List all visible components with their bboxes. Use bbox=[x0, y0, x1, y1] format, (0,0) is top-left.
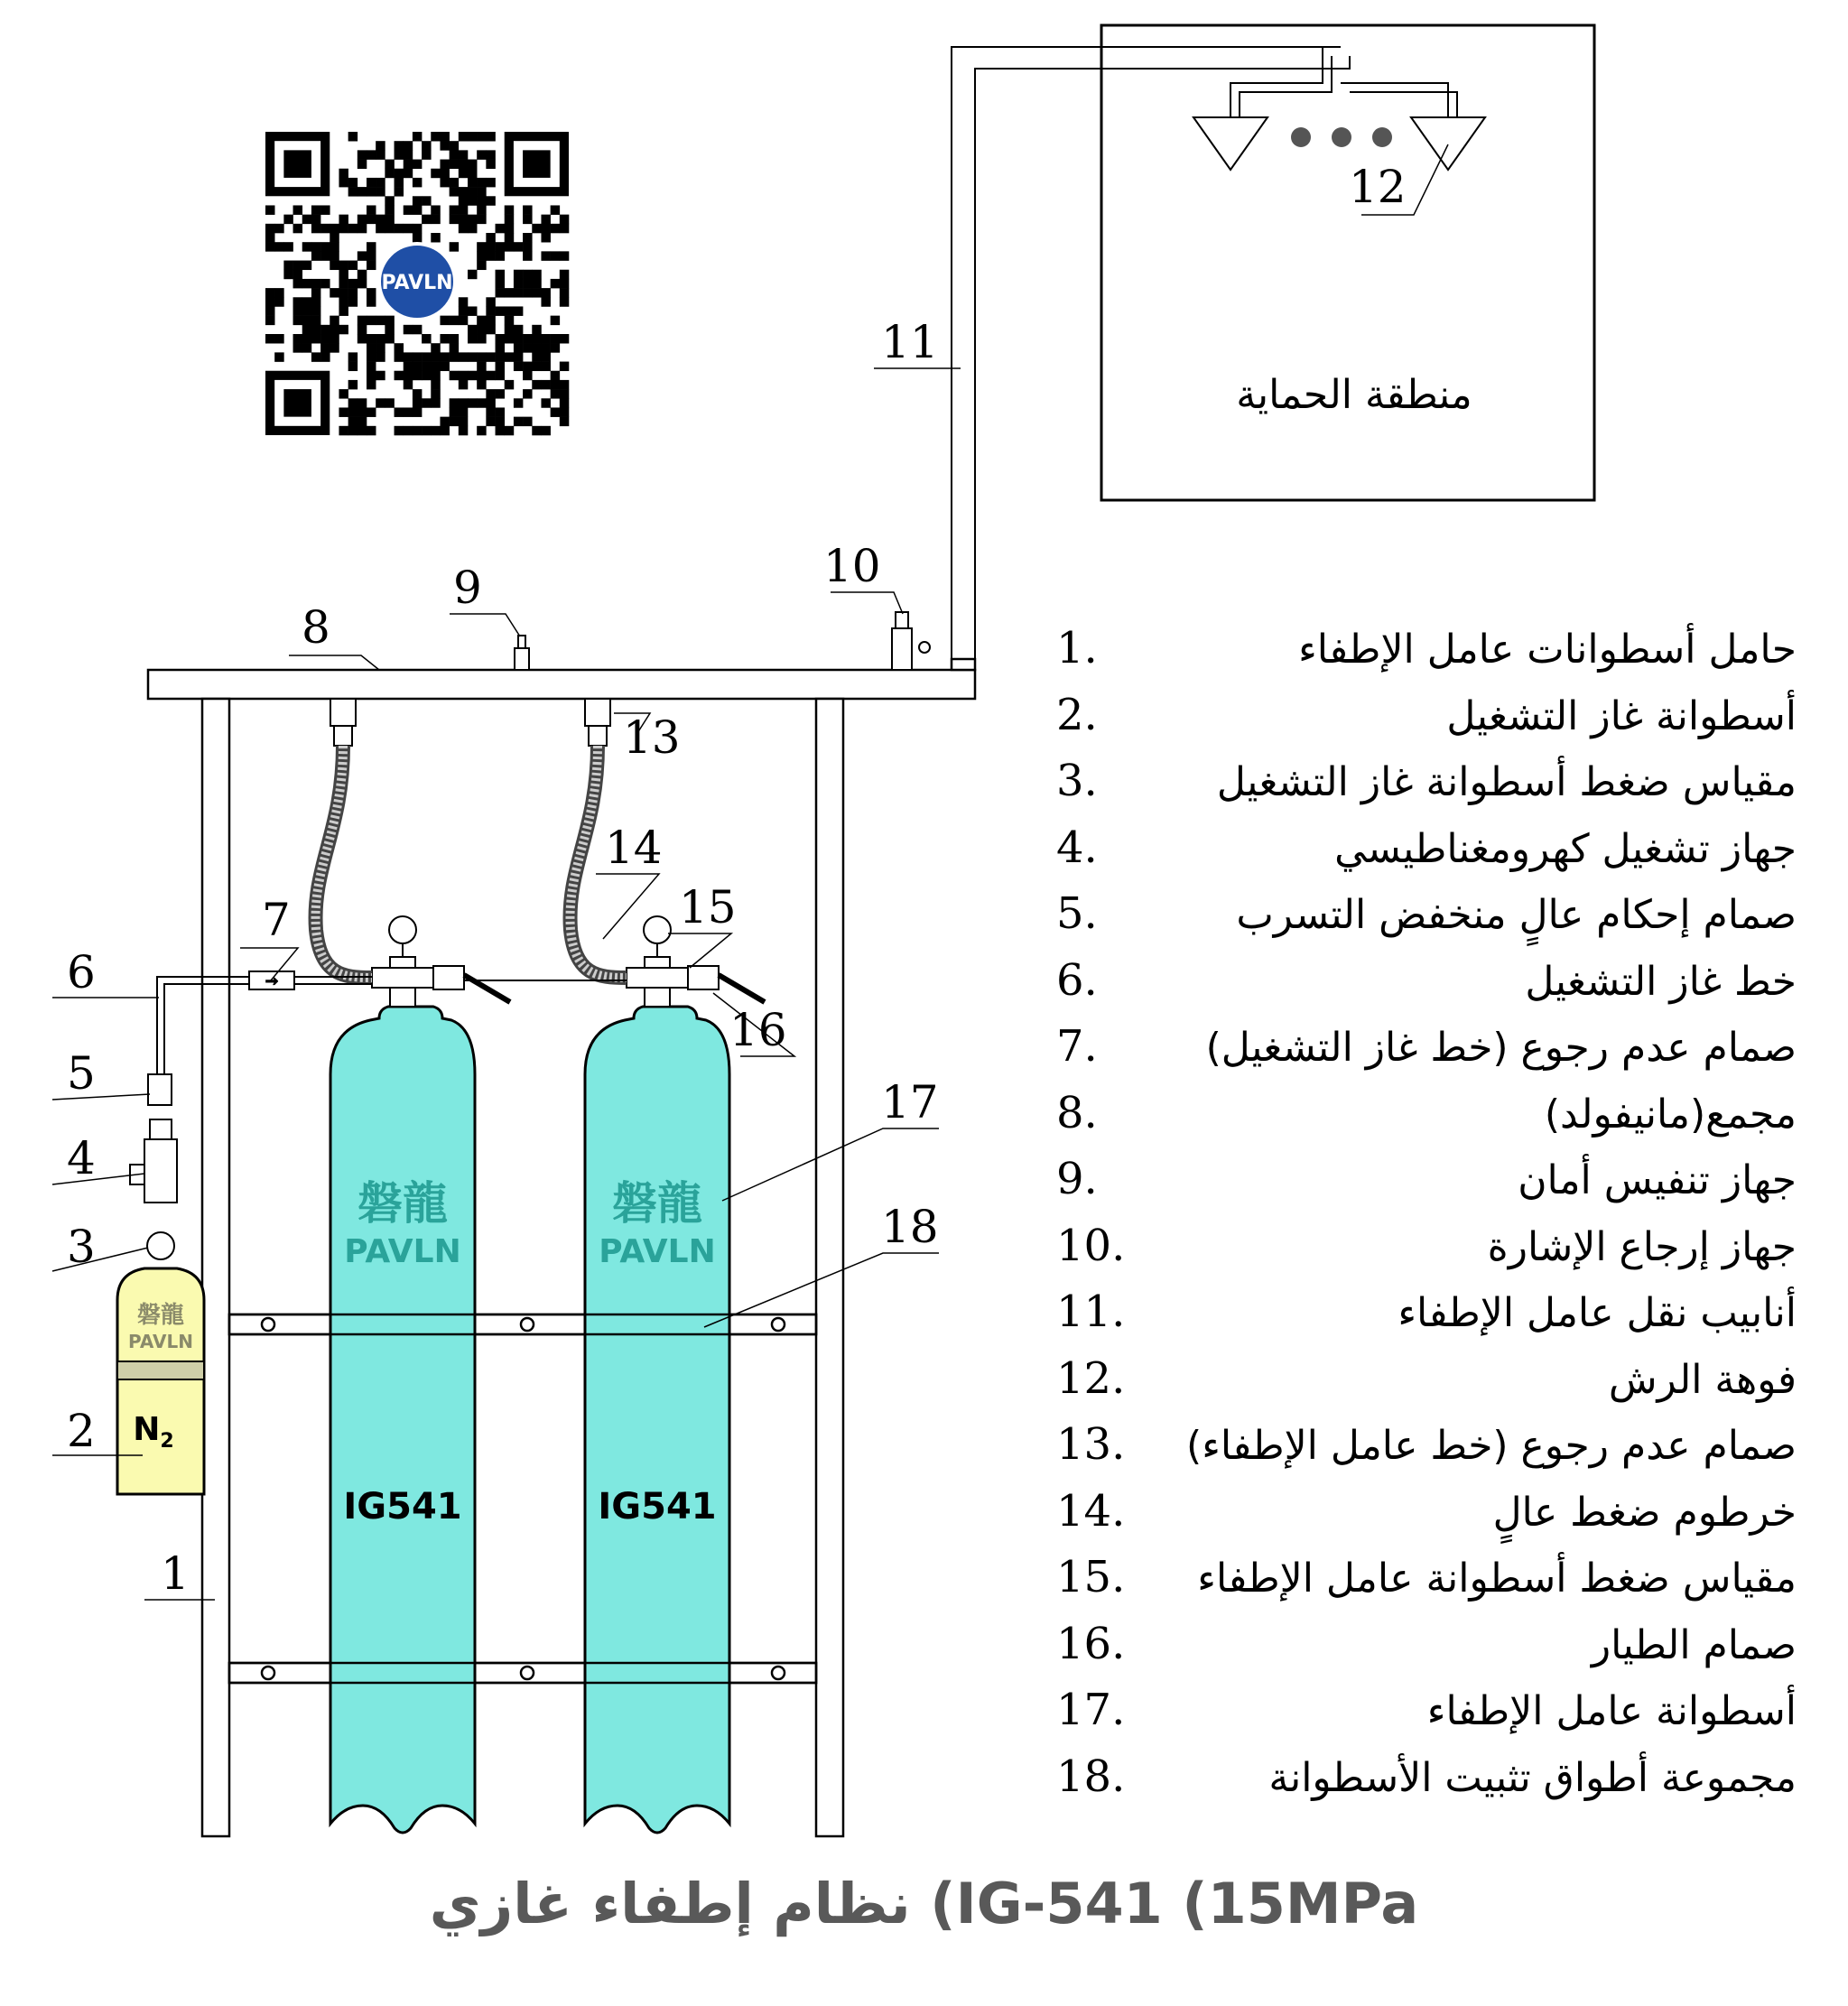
protection-zone-label: منطقة الحماية bbox=[1236, 372, 1472, 418]
callout-5: 5 bbox=[67, 1047, 96, 1100]
callout-6: 6 bbox=[67, 946, 96, 998]
signal-return-device bbox=[892, 612, 930, 670]
legend-text: فوهة الرش bbox=[1608, 1356, 1797, 1403]
agent-label-left: IG541 bbox=[343, 1486, 462, 1528]
agent-label-right: IG541 bbox=[598, 1486, 717, 1528]
callout-1: 1 bbox=[161, 1547, 190, 1600]
protection-zone-box bbox=[1101, 25, 1594, 500]
legend-text: صمام الطيار bbox=[1591, 1621, 1797, 1668]
legend-item bbox=[1056, 888, 1797, 955]
legend-number: 10. bbox=[1056, 1220, 1126, 1271]
legend-text: خط غاز التشغيل bbox=[1525, 958, 1797, 1005]
brand-chinese-right: 磐龍 bbox=[612, 1177, 702, 1230]
callout-4: 4 bbox=[67, 1132, 96, 1184]
legend-text: صمام عدم رجوع (خط غاز التشغيل) bbox=[1205, 1025, 1797, 1071]
legend-item bbox=[1056, 1353, 1797, 1420]
electromagnetic-actuator bbox=[144, 1139, 177, 1203]
legend-item bbox=[1056, 690, 1797, 757]
legend-text: جهاز تشغيل كهرومغناطيسي bbox=[1334, 825, 1797, 872]
legend-number: 4. bbox=[1056, 822, 1098, 873]
legend-number: 2. bbox=[1056, 689, 1098, 740]
legend bbox=[1056, 623, 1797, 1817]
legend-text: مجمع(مانيفولد) bbox=[1544, 1091, 1797, 1138]
legend-item bbox=[1056, 1154, 1797, 1221]
legend-item bbox=[1056, 623, 1797, 690]
brand-chinese-left: 磐龍 bbox=[358, 1177, 448, 1230]
actuation-check-valve bbox=[249, 971, 294, 989]
diagram-title: نظام إطفاء غازي (IG-541 (15MPa bbox=[429, 1871, 1419, 1936]
callout-15: 15 bbox=[679, 881, 737, 933]
legend-number: 13. bbox=[1056, 1419, 1126, 1470]
check-valve-left bbox=[330, 699, 356, 746]
callout-11: 11 bbox=[881, 316, 939, 368]
qr-logo-text: PAVLN bbox=[381, 272, 453, 294]
legend-number: 14. bbox=[1056, 1485, 1126, 1537]
legend-number: 16. bbox=[1056, 1618, 1126, 1669]
callout-13: 13 bbox=[623, 711, 681, 764]
legend-item bbox=[1056, 1685, 1797, 1751]
legend-item bbox=[1056, 1751, 1797, 1818]
legend-number: 3. bbox=[1056, 756, 1098, 806]
legend-item bbox=[1056, 1021, 1797, 1088]
callout-10: 10 bbox=[823, 540, 881, 592]
agent-cylinder-right bbox=[585, 1007, 729, 1833]
safety-vent bbox=[515, 636, 529, 670]
legend-text: مقياس ضغط أسطوانة غاز التشغيل bbox=[1216, 759, 1797, 805]
n2-label: $N_2$ bbox=[133, 1411, 174, 1453]
nozzles bbox=[1193, 47, 1485, 170]
n2-pressure-gauge bbox=[147, 1232, 174, 1259]
legend-item bbox=[1056, 1486, 1797, 1553]
legend-item bbox=[1056, 1419, 1797, 1486]
legend-text: مجموعة أطواق تثبيت الأسطوانة bbox=[1268, 1754, 1797, 1801]
nozzle-right bbox=[1411, 117, 1485, 170]
legend-number: 1. bbox=[1056, 623, 1098, 673]
manifold bbox=[148, 659, 975, 699]
callout-9: 9 bbox=[453, 562, 482, 614]
n2-brand-chinese: 磐龍 bbox=[136, 1302, 185, 1329]
legend-number: 6. bbox=[1056, 954, 1098, 1006]
callout-17: 17 bbox=[881, 1076, 939, 1128]
legend-item bbox=[1056, 1619, 1797, 1686]
legend-item bbox=[1056, 955, 1797, 1022]
legend-number: 18. bbox=[1056, 1751, 1126, 1802]
pressure-gauge-left bbox=[389, 916, 416, 943]
legend-number: 7. bbox=[1056, 1021, 1098, 1072]
callout-8: 8 bbox=[302, 601, 330, 654]
callout-7: 7 bbox=[262, 894, 291, 946]
legend-number: 17. bbox=[1056, 1685, 1126, 1735]
legend-number: 15. bbox=[1056, 1552, 1126, 1602]
n2-brand-latin: PAVLN bbox=[128, 1331, 193, 1352]
legend-text: صمام عدم رجوع (خط عامل الإطفاء) bbox=[1186, 1423, 1797, 1469]
legend-item bbox=[1056, 1552, 1797, 1619]
n2-cylinder-assembly bbox=[117, 1074, 204, 1494]
legend-number: 11. bbox=[1056, 1286, 1126, 1337]
cylinder-valve-left bbox=[372, 916, 510, 1007]
legend-text: أسطوانة عامل الإطفاء bbox=[1426, 1688, 1797, 1734]
brand-latin-right: PAVLN bbox=[599, 1233, 716, 1270]
legend-text: صمام إحكام عالٍ منخفض التسرب bbox=[1236, 892, 1797, 938]
callout-16: 16 bbox=[729, 1004, 787, 1056]
legend-number: 12. bbox=[1056, 1352, 1126, 1404]
legend-text: جهاز إرجاع الإشارة bbox=[1487, 1223, 1797, 1270]
legend-text: جهاز تنفيس أمان bbox=[1518, 1157, 1797, 1203]
legend-item bbox=[1056, 1286, 1797, 1353]
legend-item bbox=[1056, 822, 1797, 889]
brand-latin-left: PAVLN bbox=[344, 1233, 461, 1270]
qr-logo bbox=[379, 244, 455, 320]
check-valve-right bbox=[585, 699, 610, 746]
legend-text: خرطوم ضغط عالٍ bbox=[1492, 1489, 1797, 1536]
legend-number: 5. bbox=[1056, 888, 1098, 939]
legend-text: حامل أسطوانات عامل الإطفاء bbox=[1298, 627, 1797, 673]
callout-18: 18 bbox=[881, 1201, 939, 1253]
legend-item bbox=[1056, 1088, 1797, 1155]
legend-item bbox=[1056, 756, 1797, 822]
nozzle-dots bbox=[1291, 127, 1392, 147]
callout-3: 3 bbox=[67, 1221, 96, 1273]
cylinder-rack bbox=[202, 699, 843, 1836]
callout-12: 12 bbox=[1349, 161, 1407, 213]
legend-number: 9. bbox=[1056, 1154, 1098, 1204]
legend-item bbox=[1056, 1221, 1797, 1287]
callout-2: 2 bbox=[67, 1405, 96, 1457]
agent-cylinder-left bbox=[330, 1007, 475, 1833]
nozzle-left bbox=[1193, 117, 1268, 170]
legend-text: أسطوانة غاز التشغيل bbox=[1446, 692, 1797, 739]
legend-number: 8. bbox=[1056, 1087, 1098, 1138]
callout-14: 14 bbox=[605, 822, 663, 874]
legend-text: أنابيب نقل عامل الإطفاء bbox=[1398, 1290, 1797, 1336]
legend-text: مقياس ضغط أسطوانة عامل الإطفاء bbox=[1197, 1556, 1797, 1602]
svg-text:→: → bbox=[265, 972, 278, 989]
pressure-gauge-right bbox=[644, 916, 671, 943]
low-leak-valve bbox=[148, 1074, 172, 1105]
